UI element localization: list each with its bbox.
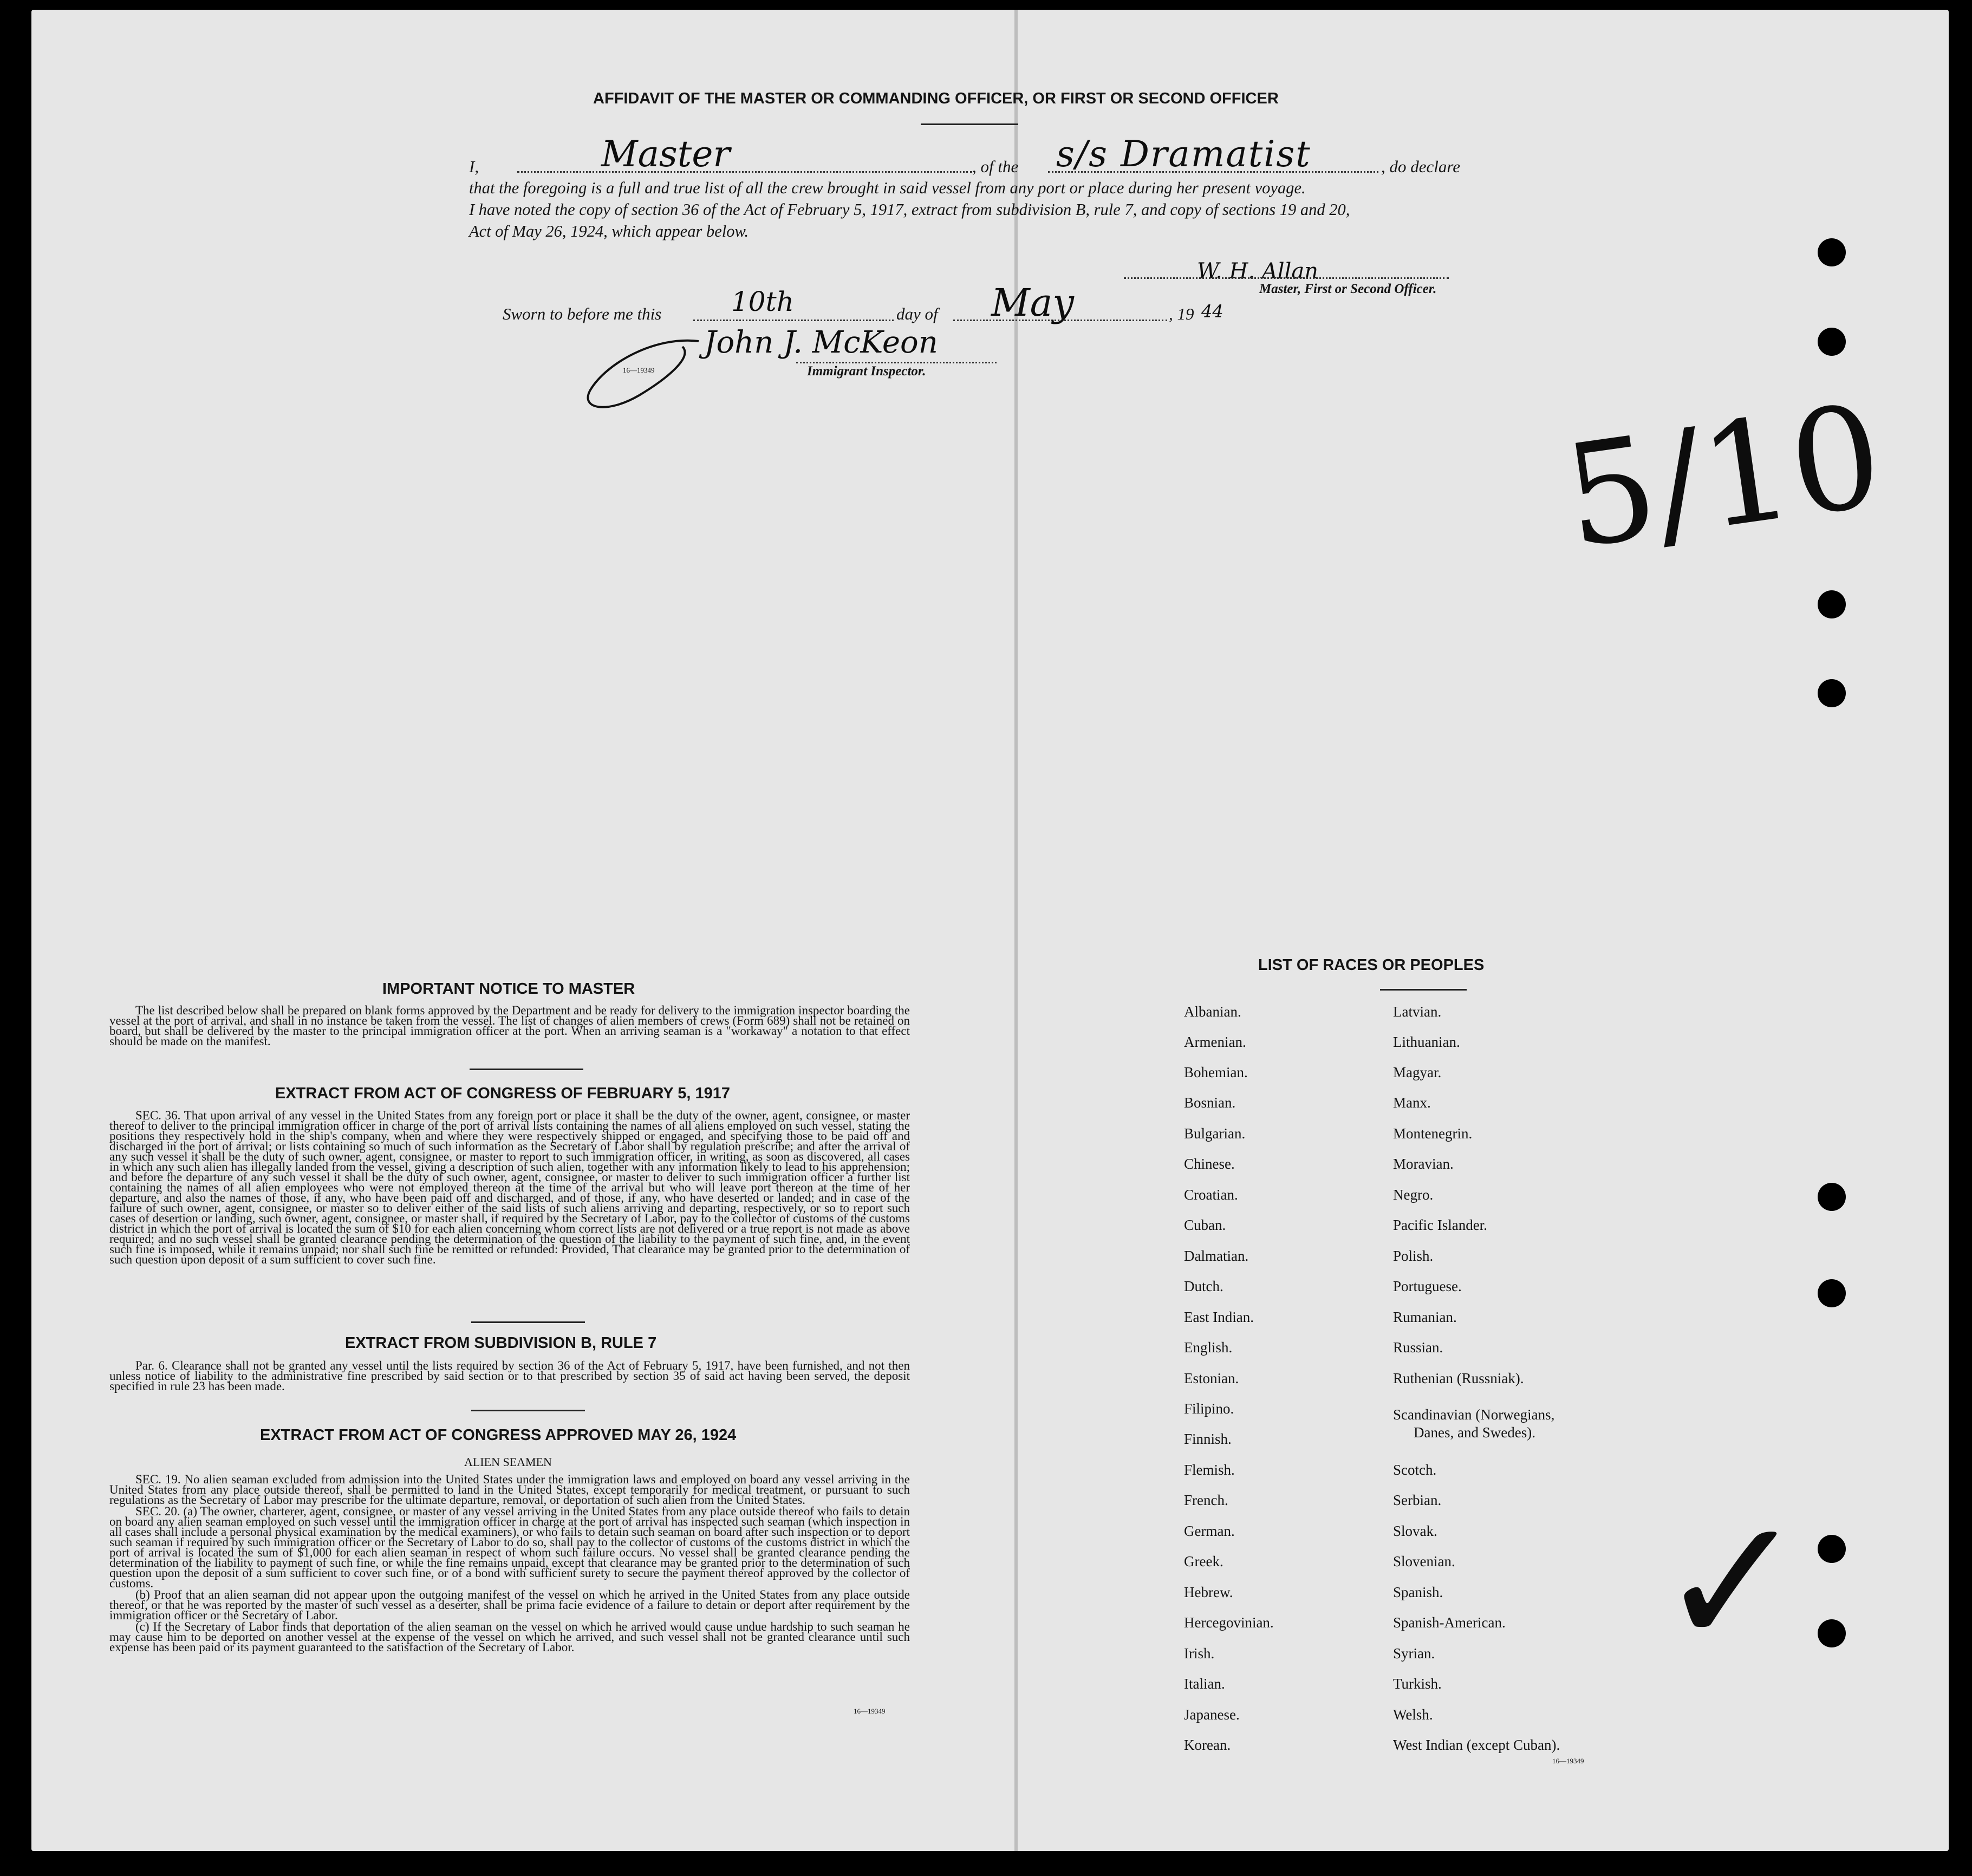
punch-hole [1818, 1279, 1846, 1307]
race-item: West Indian (except Cuban). [1393, 1737, 1560, 1753]
race-item: Finnish. [1184, 1431, 1232, 1447]
race-item: Italian. [1184, 1676, 1225, 1692]
race-item: Serbian. [1393, 1492, 1442, 1508]
race-item: German. [1184, 1523, 1235, 1539]
sworn-label: Sworn to before me this [503, 304, 662, 323]
inspector-signature: John J. McKeon [704, 325, 938, 360]
sworn-month-handwritten: May [991, 281, 1074, 325]
punch-hole [1818, 590, 1846, 618]
of-the-label: , of the [972, 157, 1019, 176]
officer-signature: W. H. Allan [1197, 259, 1318, 284]
race-item: Irish. [1184, 1645, 1215, 1662]
sec-36-paragraph: SEC. 36. That upon arrival of any vessel in the United States from any foreign port or place it shall be the duty of the owner, agent, consignee, or master thereof to deliver to the principal immigration officer in charge of the port of arrival lists containing the names of all aliens employed on such vessel, stating the positions they respectively hold in the ship's company, when and where they were respectively shipped or engaged, and specifying those to be paid off and discharged in the port of arrival; or lists containing so much of such information as the Secretary of Labor shall by regulation prescribe; and after the arrival of any such vessel it shall be the duty of such owner, agent, consignee, or master to report to such immigration officer, in writing, as soon as discovered, all cases in which any such alien has illegally landed from the vessel, giving a description of such alien, together with any information likely to lead to his apprehension; and before the departure of any such vessel it shall be the duty of such owner, agent, consignee, or master to deliver to such immigration officer a further list containing the names of all alien employees who were not employed thereon at the time of the arrival but who will leave port thereon at the time of her departure, and also the names of those, if any, who have been paid off and discharged, and of those, if any, who have deserted or landed; and in case of the failure of such owner, agent, consignee, or master so to deliver either of the said lists of such aliens arriving and departing, respectively, or so to report such cases of desertion or landing, such owner, agent, consignee, or master shall, if required by the Secretary of Labor, pay to the collector of customs of the customs district in which the port of arrival is located the sum of $10 for each alien concerning whom correct lists are not delivered or a true report is not made as above required; and no such vessel shall be granted clearance pending the determination of the question of the liability to the payment of such fine, and, in the event such fine is imposed, while it remains unpaid; nor shall such fine be remitted or refunded: Provided, That clearance may be granted prior to the determination of such question upon deposit of a sum sufficient to cover such fine. [109, 1109, 910, 1266]
race-item: East Indian. [1184, 1309, 1254, 1325]
sec-20b-paragraph: (b) Proof that an alien seaman did not appear upon the outgoing manifest of the vessel on which he arrived in the United States from any place outside thereof, or that he was reported by the master of such vessel as a deserter, shall be prima facie evidence of a failure to detain or deport after requirement by the immigration officer or the Secretary of Labor. [109, 1588, 910, 1622]
races-title: LIST OF RACES OR PEOPLES [1258, 956, 1485, 974]
race-item: Slovak. [1393, 1523, 1437, 1539]
race-item: Polish. [1393, 1248, 1434, 1264]
race-item: Croatian. [1184, 1187, 1238, 1203]
punch-hole [1818, 1183, 1846, 1211]
race-item: Korean. [1184, 1737, 1231, 1753]
race-item: Slovenian. [1393, 1553, 1455, 1569]
form-number-footer: 16—19349 [854, 1707, 886, 1715]
officer-signature-line [1124, 277, 1449, 279]
race-item: Pacific Islander. [1393, 1217, 1487, 1233]
race-item: Ruthenian (Russniak). [1393, 1370, 1524, 1386]
race-item: Lithuanian. [1393, 1034, 1460, 1050]
divider-rule [471, 1410, 585, 1411]
form-number-small: 16—19349 [623, 366, 655, 374]
capacity-line [517, 171, 972, 173]
race-item: Hebrew. [1184, 1584, 1233, 1600]
notice-title: IMPORTANT NOTICE TO MASTER [382, 980, 635, 998]
race-item: Hercegovinian. [1184, 1614, 1274, 1631]
notice-paragraph: The list described below shall be prepared on blank forms approved by the Department and be ready for delivery to the immigration inspector boarding the vessel at the port of arrival, and shall in no instance be taken from the vessel. The list of changes of alien members of crews (Form 689) shall not be retained on board, but shall be delivered by the master to the principal immigration officer at the port. When an arriving seaman is a "workaway" a notation to that effect should be made on the manifest. [109, 1004, 910, 1048]
sec-19-paragraph: SEC. 19. No alien seaman excluded from admission into the United States under the immigration laws and employed on board any vessel arriving in the United States from any place outside thereof, shall be permitted to land in the United States, except temporarily for medical treatment, or pursuant to such regulations as the Secretary of Labor may prescribe for the ultimate departure, removal, or deportation of such alien from the United States. [109, 1473, 910, 1507]
race-item: Estonian. [1184, 1370, 1239, 1386]
sec-20c-paragraph: (c) If the Secretary of Labor finds that deportation of the alien seaman on the vessel on which he arrived would cause undue hardship to such seaman he may cause him to be deported on another vessel at the expense of the vessel on which he arrived, and such vessel shall not be granted clearance until such expense has been paid or its payment guaranteed to the satisfaction of the Secretary of Labor. [109, 1620, 910, 1654]
extract-1917-body [109, 1110, 910, 1266]
declaration-line-3: Act of May 26, 1924, which appear below. [469, 222, 749, 240]
punch-hole [1818, 328, 1846, 356]
race-item: Danes, and Swedes). [1414, 1424, 1535, 1441]
race-item: Manx. [1393, 1095, 1431, 1111]
race-item: Montenegrin. [1393, 1125, 1473, 1142]
title-rule [921, 123, 1018, 125]
race-item: Cuban. [1184, 1217, 1226, 1233]
declaration-line-2: I have noted the copy of section 36 of the Act of February 5, 1917, extract from subdivision B, rule 7, and copy of sections 19 and 20, [469, 200, 1350, 219]
race-item: Moravian. [1393, 1156, 1454, 1172]
par-6-paragraph: Par. 6. Clearance shall not be granted any vessel until the lists required by section 36 of the Act of February 5, 1917, have been furnished, and not then unless notice of liability to the administrative fine prescribed by said section or to that prescribed by section 35 of said act having been served, the deposit specified in rule 23 has been made. [109, 1359, 910, 1393]
capacity-handwritten: Master [601, 133, 730, 175]
race-item: Portuguese. [1393, 1278, 1462, 1294]
notice-body [109, 1005, 910, 1047]
race-item: Rumanian. [1393, 1309, 1457, 1325]
race-item: Magyar. [1393, 1064, 1442, 1080]
sworn-day-line [693, 320, 894, 321]
race-item: Dutch. [1184, 1278, 1223, 1294]
race-item: Chinese. [1184, 1156, 1235, 1172]
race-item: Spanish-American. [1393, 1614, 1506, 1631]
race-item: Spanish. [1393, 1584, 1443, 1600]
race-item: Latvian. [1393, 1004, 1442, 1020]
race-item: Albanian. [1184, 1004, 1241, 1020]
check-mark-annotation: ✓ [1657, 1478, 1807, 1686]
race-item: Syrian. [1393, 1645, 1435, 1662]
race-item: Armenian. [1184, 1034, 1246, 1050]
divider-rule [471, 1321, 585, 1323]
vessel-handwritten: s/s Dramatist [1056, 133, 1311, 175]
sworn-day-handwritten: 10th [731, 286, 794, 317]
race-item: Welsh. [1393, 1706, 1433, 1723]
date-annotation: 5/10 [1555, 374, 1892, 581]
race-item: Flemish. [1184, 1462, 1235, 1478]
affidavit-title: AFFIDAVIT OF THE MASTER OR COMMANDING OFFICER, OR FIRST OR SECOND OFFICER [593, 90, 1279, 107]
i-label: I, [469, 157, 479, 176]
alien-seamen-subtitle: ALIEN SEAMEN [464, 1455, 552, 1469]
race-item: Bosnian. [1184, 1095, 1236, 1111]
race-item: Bohemian. [1184, 1064, 1248, 1080]
sec-20a-paragraph: SEC. 20. (a) The owner, charterer, agent, consignee, or master of any vessel arriving in the United States from any place outside thereof who fails to detain on board any alien seaman employed on such vessel until the immigration officer in charge at the port of arrival has inspected such seaman (which inspection in all cases shall include a personal physical examination by the medical examiners), or who fails to detain such seaman on board after such inspection or to deport such seaman if required by such immigration officer or the Secretary of Labor to do so, shall pay to the collector of customs of the customs district in which the port of arrival is located the sum of $1,000 for each alien seaman in respect of whom such failure occurs. No vessel shall be granted clearance pending the determination of the liability to payment of such fine, or while the fine remains unpaid, except that clearance may be granted prior to the determination of such question upon the deposit of a sum sufficient to cover such fine, or of a bond with sufficient surety to secure the payment thereof approved by the collector of customs. [109, 1504, 910, 1590]
punch-hole [1818, 238, 1846, 266]
races-title-rule [1380, 989, 1467, 991]
extract-1917-title: EXTRACT FROM ACT OF CONGRESS OF FEBRUARY 5, 1917 [275, 1085, 731, 1102]
race-item: Russian. [1393, 1339, 1443, 1356]
extract-rule7-body [109, 1360, 910, 1392]
race-item: English. [1184, 1339, 1233, 1356]
day-of-label: day of [896, 304, 938, 323]
race-item: Turkish. [1393, 1676, 1442, 1692]
race-item: Scotch. [1393, 1462, 1437, 1478]
officer-caption: Master, First or Second Officer. [1259, 282, 1437, 296]
race-item: Scandinavian (Norwegians, [1393, 1406, 1555, 1423]
inspector-signature-line [796, 362, 997, 363]
race-item: Japanese. [1184, 1706, 1240, 1723]
punch-hole [1818, 679, 1846, 707]
divider-rule [470, 1069, 583, 1070]
punch-hole [1818, 1619, 1846, 1647]
do-declare-label: , do declare [1381, 157, 1461, 176]
race-item: Dalmatian. [1184, 1248, 1249, 1264]
extract-1924-title: EXTRACT FROM ACT OF CONGRESS APPROVED MAY 26, 1924 [260, 1426, 737, 1444]
declaration-line-1: that the foregoing is a full and true list of all the crew brought in said vessel from any port or place during her present voyage. [469, 179, 1306, 197]
race-item: Bulgarian. [1184, 1125, 1246, 1142]
races-form-number: 16—19349 [1552, 1757, 1584, 1765]
punch-hole [1818, 1535, 1846, 1563]
year-prefix: , 19 [1169, 304, 1194, 323]
inspector-caption: Immigrant Inspector. [807, 364, 926, 379]
race-item: Negro. [1393, 1187, 1434, 1203]
year-handwritten: 44 [1201, 301, 1223, 322]
race-item: French. [1184, 1492, 1228, 1508]
extract-1924-body [109, 1474, 910, 1653]
race-item: Greek. [1184, 1553, 1223, 1569]
race-item: Filipino. [1184, 1401, 1234, 1417]
extract-rule7-title: EXTRACT FROM SUBDIVISION B, RULE 7 [345, 1334, 657, 1352]
